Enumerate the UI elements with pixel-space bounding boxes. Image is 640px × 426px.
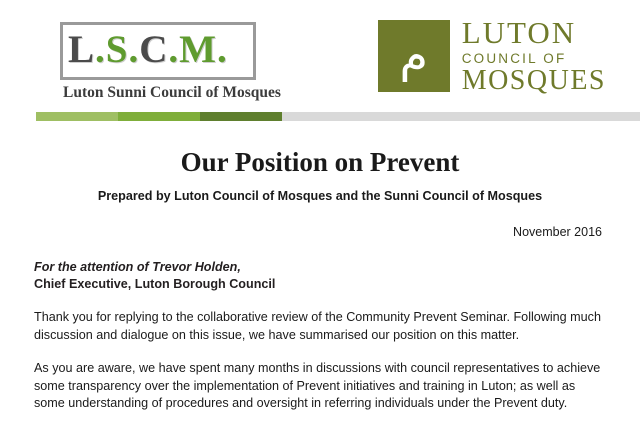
attention-line-2: Chief Executive, Luton Borough Council bbox=[34, 277, 276, 291]
lscm-letter-s: .S. bbox=[95, 28, 140, 71]
body-paragraph: Thank you for replying to the collaborative review of the Community Prevent Seminar. Following much discussion and dialogue on this issue, we have summarised our position on this matter. bbox=[34, 310, 601, 342]
color-bar-segment-light-green bbox=[36, 112, 118, 121]
body-paragraph: As you are aware, we have spent many months in discussions with council representatives to achieve some transparency over the implementation of Prevent initiatives and training in Luton; as well as some understanding of procedures and oversight in referring individuals under the Prevent duty. bbox=[34, 361, 601, 410]
color-bar-segment-grey bbox=[282, 112, 640, 121]
page-title: Our Position on Prevent bbox=[180, 147, 460, 177]
lscm-letter-m: .M. bbox=[168, 28, 228, 71]
color-bar-segment-blank bbox=[0, 112, 36, 121]
header-color-bar bbox=[0, 112, 640, 121]
attention-line-1: For the attention of Trevor Holden, bbox=[34, 260, 241, 274]
lscm-letter-l: L bbox=[68, 28, 96, 71]
mosque-mark-glyph: م bbox=[399, 30, 428, 81]
mosque-mark-icon bbox=[378, 20, 450, 92]
luton-council-of-mosques-logo bbox=[378, 14, 606, 97]
luton-council-of-mosques-wordmark bbox=[461, 14, 606, 97]
attention-block bbox=[34, 259, 606, 293]
lscm-logo bbox=[38, 22, 306, 108]
document-body bbox=[0, 147, 640, 413]
color-bar-segment-dark-green bbox=[200, 112, 282, 121]
lscm-logo-letters bbox=[68, 26, 312, 74]
page-subtitle: Prepared by Luton Council of Mosques and the Sunni Council of Mosques bbox=[97, 189, 543, 203]
wordmark-line-mosques: MOSQUES bbox=[461, 65, 606, 97]
wordmark-line-luton: LUTON bbox=[461, 14, 577, 50]
wordmark-line-council-of: COUNCIL OF bbox=[461, 50, 567, 66]
document-header bbox=[0, 0, 640, 112]
color-bar-segment-mid-green bbox=[118, 112, 200, 121]
lscm-logo-caption: Luton Sunni Council of Mosques bbox=[63, 84, 281, 101]
document-date: November 2016 bbox=[513, 225, 602, 239]
lscm-letter-c: C bbox=[139, 28, 169, 71]
